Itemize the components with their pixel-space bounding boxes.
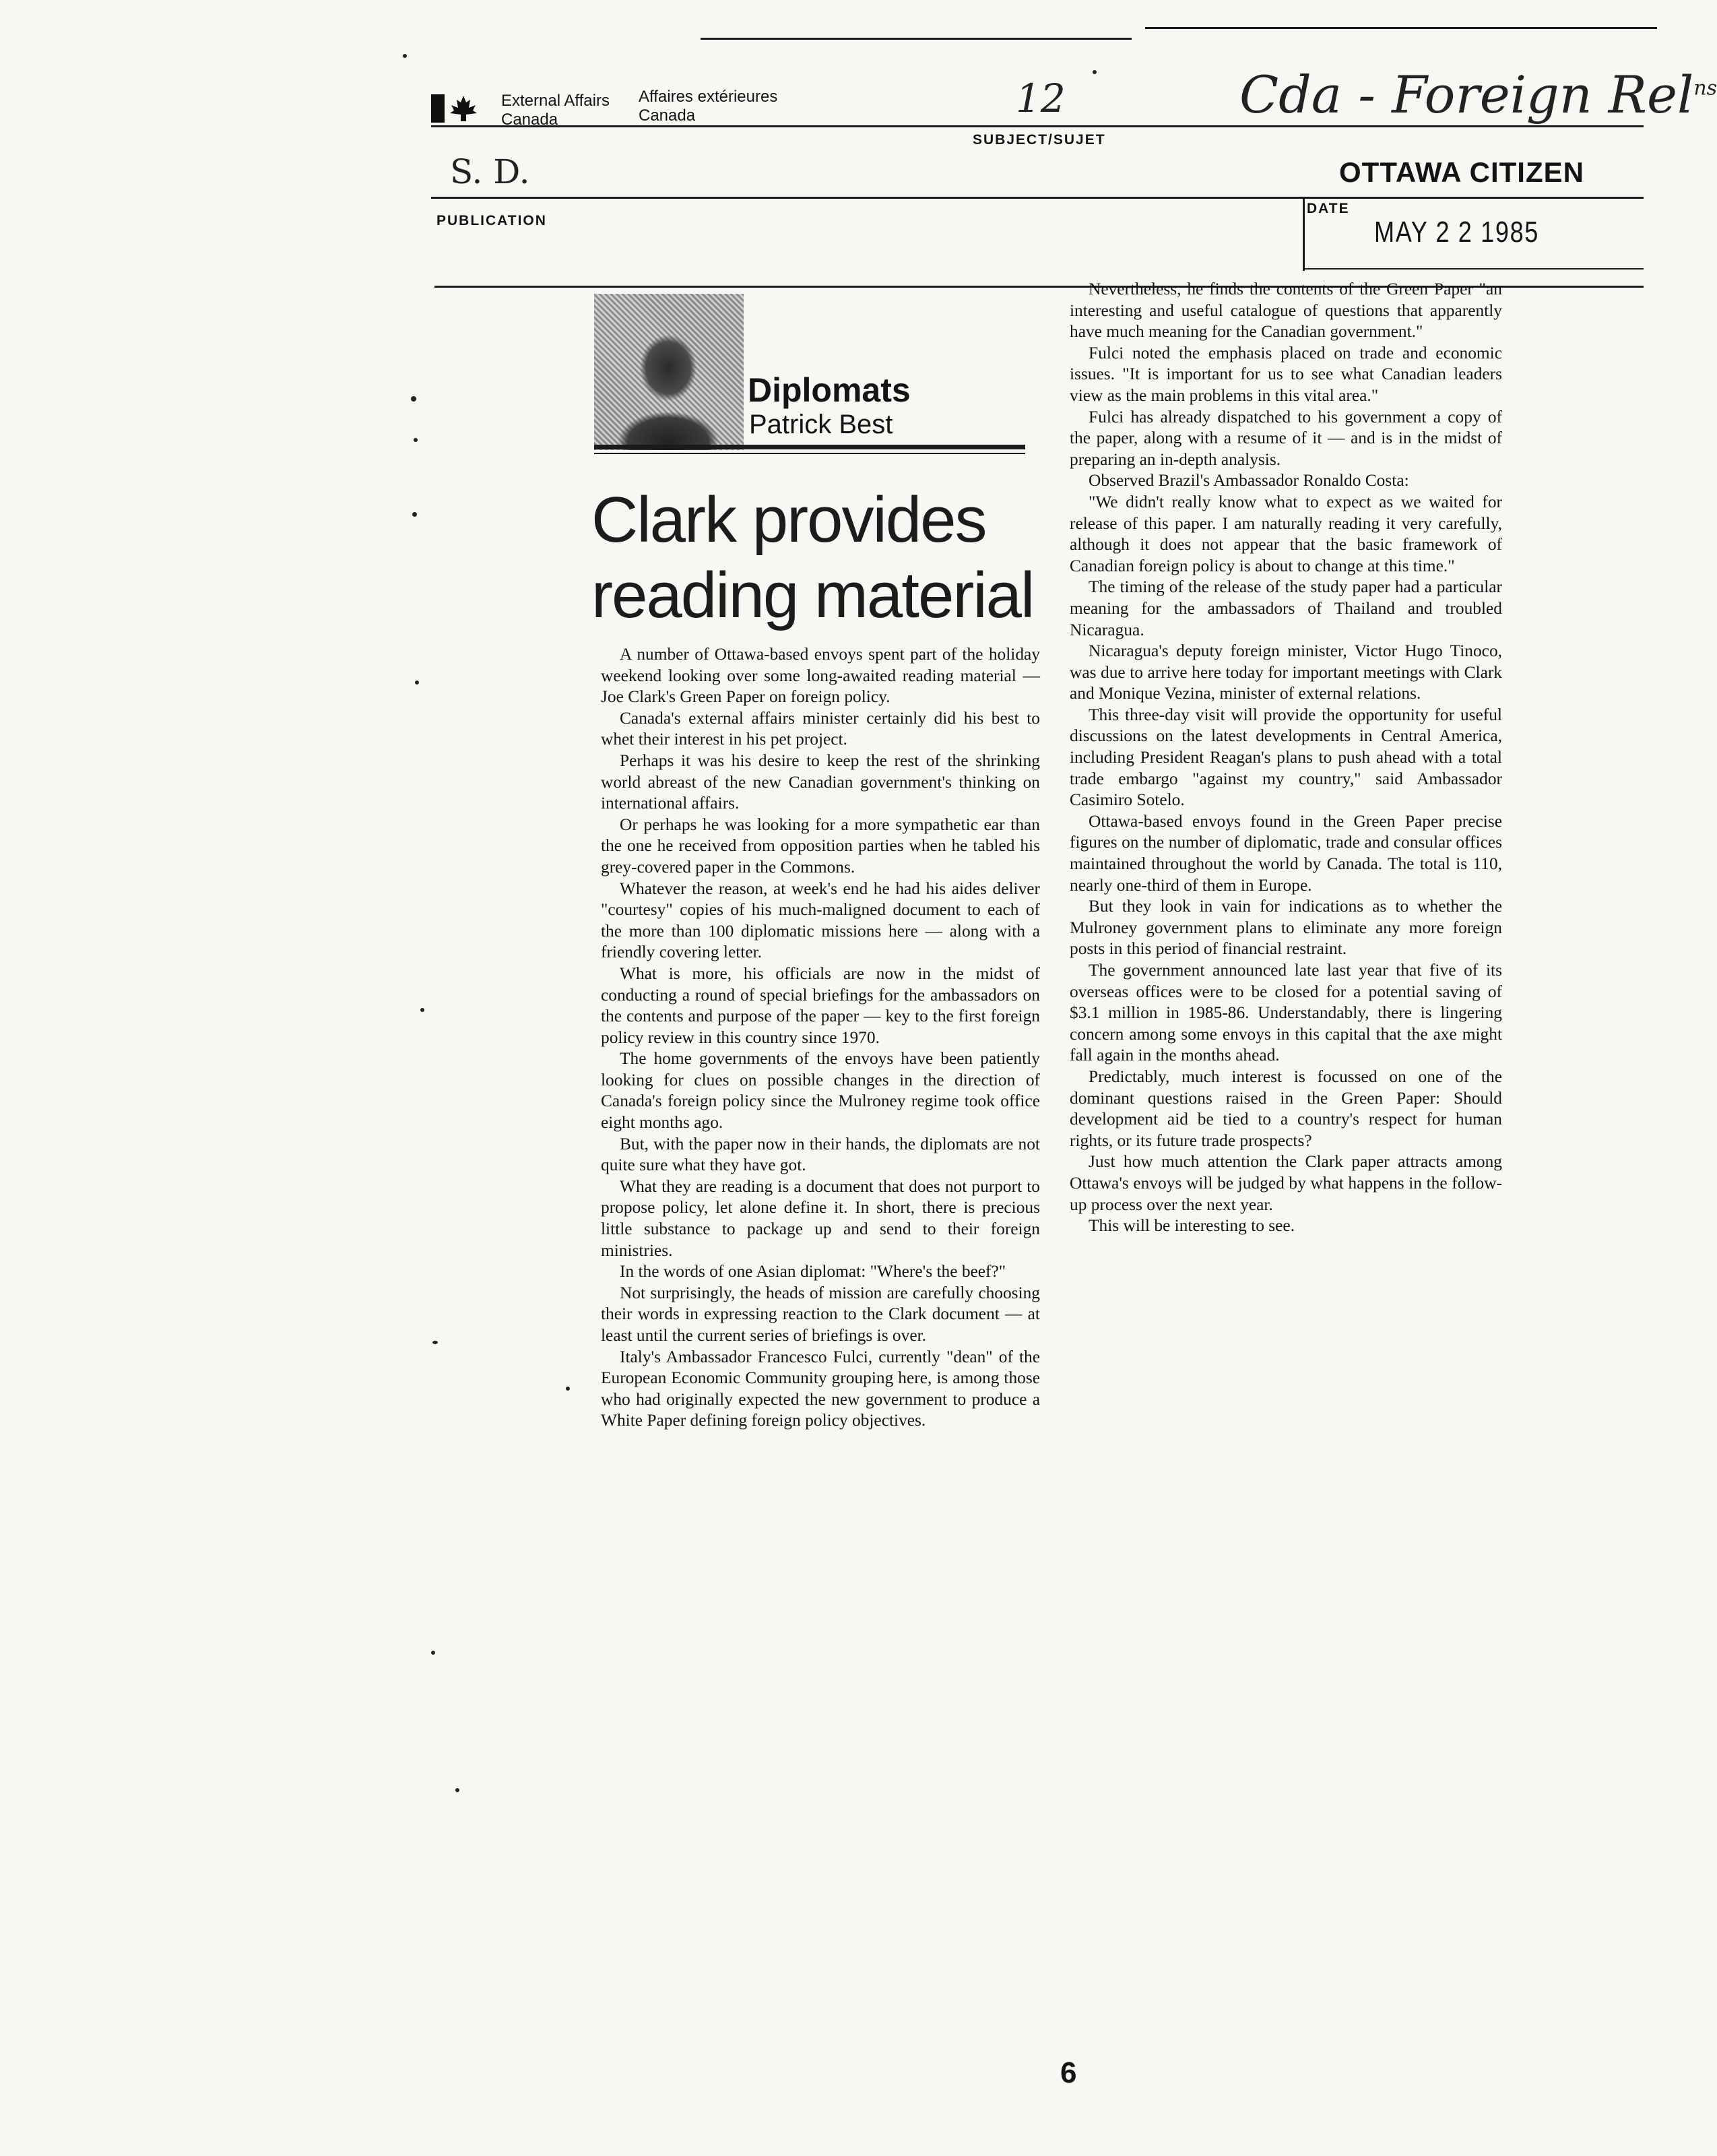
scan-speck	[414, 438, 418, 442]
top-rule-short	[701, 38, 1132, 40]
paragraph: Perhaps it was his desire to keep the rest of the shrinking world abreast of the new Canadian government's thinking on international affairs.	[601, 751, 1040, 813]
paragraph: The government announced late last year that five of its overseas offices were to be closed for a potential saving of $3.1 million in 1985-86. Understandably, there is lingering concern among some envoys in this capital that the axe might fall again in the months ahead.	[1070, 961, 1502, 1065]
paragraph: The home governments of the envoys have been patiently looking for clues on possible changes in the direction of Canada's foreign policy since the Mulroney regime took office eight months ago.	[601, 1049, 1040, 1133]
page-number: 6	[1060, 2056, 1077, 2089]
date-box-left	[1303, 197, 1305, 271]
paragraph: This will be interesting to see.	[1089, 1216, 1295, 1236]
scan-speck	[415, 680, 419, 685]
paragraph: But they look in vain for indications as to whether the Mulroney government plans to eliminate any more foreign posts in this period of financial restraint.	[1070, 897, 1502, 959]
dept-fr-line1: Affaires extérieures	[639, 88, 778, 106]
paragraph: Italy's Ambassador Francesco Fulci, currently "dean" of the European Economic Community grouping here, is among those who had originally expected the new government to produce a White Paper defining foreign policy objectives.	[601, 1347, 1040, 1430]
paragraph: What is more, his officials are now in the midst of conducting a round of special briefings for the ambassadors on the contents and purpose of the paper — key to the first foreign policy review in this country since 1970.	[601, 963, 1040, 1047]
dept-name-fr	[639, 88, 777, 125]
handwritten-subject-text: Cda - Foreign Rel	[1239, 65, 1694, 125]
scan-speck	[411, 396, 416, 402]
columnist-portrait	[594, 294, 744, 450]
paragraph: Or perhaps he was looking for a more sympathetic ear than the one he received from opposition parties when he tabled his grey-covered paper in the Commons.	[601, 815, 1040, 877]
top-rule-long	[1145, 27, 1657, 29]
subject-label: SUBJECT/SUJET	[973, 132, 1106, 148]
paragraph: The timing of the release of the study paper had a particular meaning for the ambassadors of Thailand and troubled Nicaragua.	[1070, 577, 1502, 639]
paragraph: Canada's external affairs minister certainly did his best to whet their interest in his pet project.	[601, 708, 1040, 749]
column-author: Patrick Best	[749, 410, 893, 439]
handwritten-sd: S. D.	[450, 152, 530, 191]
date-value: MAY 2 2 1985	[1374, 216, 1540, 249]
paragraph: Ottawa-based envoys found in the Green Paper precise figures on the number of diplomatic, trade and consular offices maintained throughout the world by Canada. The total is 110, nearly one-third of them in Europe.	[1070, 811, 1502, 895]
handwritten-subject	[1239, 65, 1717, 125]
headline-line2: reading material	[591, 559, 1034, 631]
handwritten-number: 12	[1016, 75, 1066, 121]
paragraph: "We didn't really know what to expect as we waited for release of this paper. I am naturally reading it very carefully, although it does not appear that the basic framework of Canadian foreign policy is about to change at this time."	[1070, 492, 1502, 575]
scan-speck	[420, 1008, 424, 1012]
paragraph: Predictably, much interest is focussed on one of the dominant questions raised in the Green Paper: Should development aid be tied to a country's respect for human rights, or its future trade prospects?	[1070, 1067, 1502, 1150]
publication-label: PUBLICATION	[436, 213, 547, 228]
paragraph: What they are reading is a document that does not purport to propose policy, let alone define it. In short, there is precious little substance to package up and send to their foreign ministries.	[601, 1176, 1040, 1260]
article-column-left	[601, 644, 1040, 1432]
paragraph: Fulci noted the emphasis placed on trade and economic issues. "It is important for us to see what Canadian leaders view as the main problems in this vital area."	[1070, 343, 1502, 405]
paragraph: But, with the paper now in their hands, the diplomats are not quite sure what they have got.	[601, 1134, 1040, 1175]
scan-speck	[432, 1341, 438, 1344]
paragraph: A number of Ottawa-based envoys spent part of the holiday weekend looking over some long-awaited reading material — Joe Clark's Green Paper on foreign policy.	[601, 645, 1040, 707]
paragraph: Observed Brazil's Ambassador Ronaldo Costa:	[1089, 471, 1409, 490]
paragraph: Not surprisingly, the heads of mission are carefully choosing their words in expressing reaction to the Clark document — at least until the current series of briefings is over.	[601, 1283, 1040, 1345]
canada-flag-icon	[431, 93, 496, 124]
column-logo	[594, 294, 1025, 455]
subject-rule	[431, 125, 1644, 127]
scan-speck	[566, 1387, 570, 1391]
date-underline	[1303, 268, 1644, 270]
paragraph: This three-day visit will provide the opportunity for useful discussions on the latest developments in Central America, including President Reagan's plans to push ahead with a total trade embargo "against my country," said Ambassador Casimiro Sotelo.	[1070, 705, 1502, 810]
scan-speck	[1093, 70, 1097, 74]
handwritten-superscript: ns	[1693, 76, 1717, 100]
publication-rule	[431, 197, 1644, 199]
dept-en-line2: Canada	[501, 110, 558, 129]
dept-en-line1: External Affairs	[501, 92, 610, 110]
paragraph: Fulci has already dispatched to his government a copy of the paper, along with a resume of it — and is in the midst of preparing an in-depth analysis.	[1070, 407, 1502, 469]
article-column-right	[1070, 279, 1502, 1237]
logo-rule-thick	[594, 445, 1025, 449]
scan-speck	[431, 1651, 435, 1655]
paragraph: Just how much attention the Clark paper attracts among Ottawa's envoys will be judged by what happens in the follow-up process over the next year.	[1070, 1152, 1502, 1214]
paragraph: In the words of one Asian diplomat: "Where's the beef?"	[620, 1262, 1006, 1281]
paragraph: Nicaragua's deputy foreign minister, Victor Hugo Tinoco, was due to arrive here today for important meetings with Clark and Monique Vezina, minister of external relations.	[1070, 641, 1502, 703]
scan-speck	[455, 1788, 459, 1792]
publication-name: OTTAWA CITIZEN	[1339, 156, 1584, 188]
headline-line1: Clark provides	[591, 484, 986, 556]
dept-fr-line2: Canada	[639, 106, 696, 125]
paragraph: Whatever the reason, at week's end he had his aides deliver "courtesy" copies of his much-maligned document to each of the more than 100 diplomatic missions here — along with a friendly covering letter.	[601, 879, 1040, 962]
date-label: DATE	[1307, 201, 1350, 216]
column-name: Diplomats	[748, 371, 911, 409]
scan-speck	[403, 54, 407, 58]
paragraph: Nevertheless, he finds the contents of the Green Paper "an interesting and useful catalogue of questions that apparently have much meaning for the Canadian government."	[1070, 280, 1502, 342]
scan-speck	[412, 512, 417, 517]
dept-name-en	[501, 92, 610, 129]
headline	[591, 482, 1033, 633]
logo-rule-thin	[594, 453, 1025, 454]
